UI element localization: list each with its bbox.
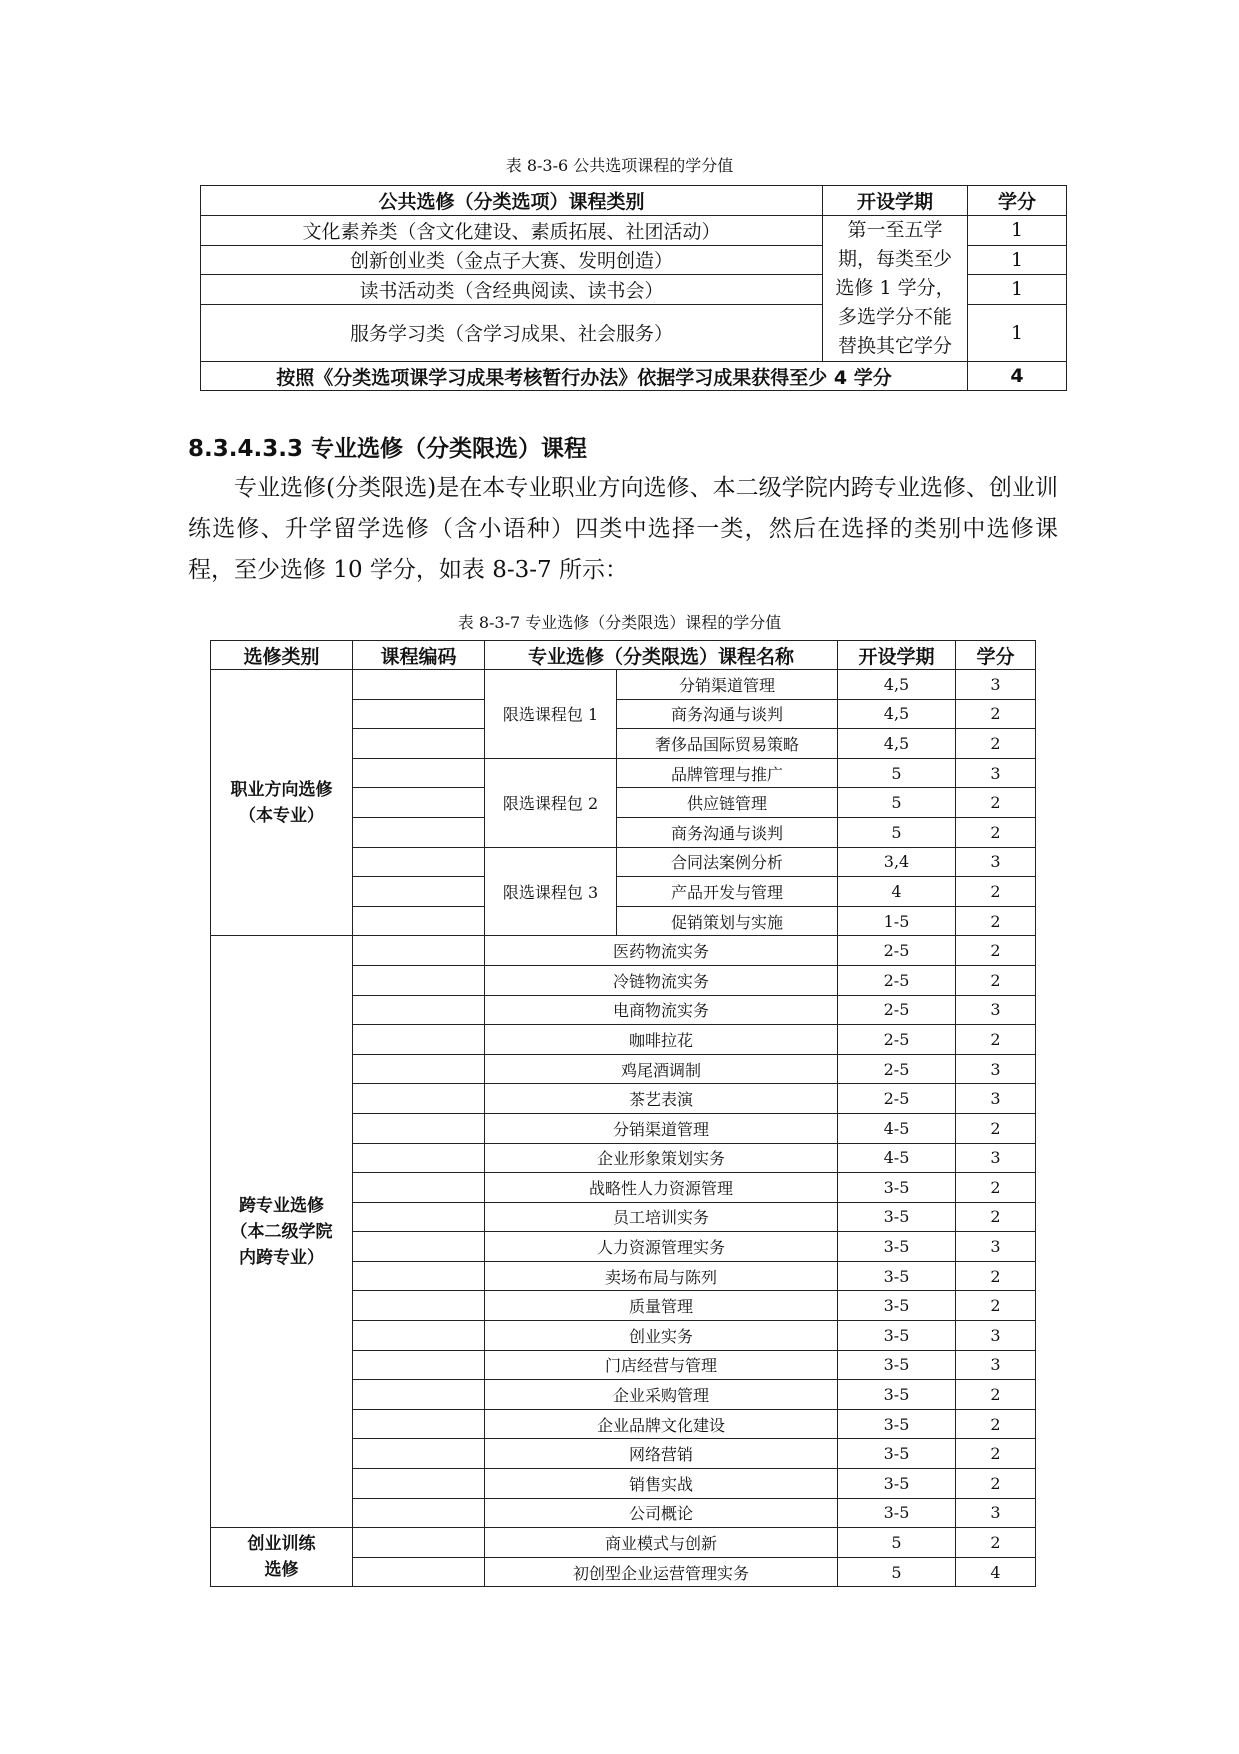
semester-cell: 3-5 (838, 1498, 956, 1528)
semester-note-cell (823, 216, 968, 362)
semester-note-line: 期，每类至少 (837, 248, 952, 270)
course-code-cell (353, 1202, 485, 1232)
semester-cell: 5 (838, 788, 956, 818)
credit-cell: 2 (956, 1202, 1036, 1232)
table-row (211, 1528, 1036, 1558)
credit-cell: 2 (956, 1113, 1036, 1143)
credit-cell: 2 (956, 1173, 1036, 1203)
credit-cell: 3 (956, 758, 1036, 788)
course-code-cell (353, 817, 485, 847)
semester-cell: 2-5 (838, 1084, 956, 1114)
credit-cell: 2 (956, 817, 1036, 847)
semester-cell: 5 (838, 758, 956, 788)
header-category: 公共选修（分类选项）课程类别 (201, 186, 823, 216)
semester-cell: 3-5 (838, 1261, 956, 1291)
course-code-cell (353, 1498, 485, 1528)
course-name-cell: 销售实战 (485, 1469, 838, 1499)
credit-cell: 2 (956, 1469, 1036, 1499)
credit-cell: 4 (956, 1557, 1036, 1587)
credit-cell: 2 (956, 1025, 1036, 1055)
course-name-cell: 鸡尾酒调制 (485, 1054, 838, 1084)
course-name-cell: 商业模式与创新 (485, 1528, 838, 1558)
course-name-cell: 茶艺表演 (485, 1084, 838, 1114)
course-name-cell: 网络营销 (485, 1439, 838, 1469)
header-semester: 开设学期 (823, 186, 968, 216)
elective-category-line: 选修 (264, 1560, 299, 1581)
course-name-cell: 企业形象策划实务 (485, 1143, 838, 1173)
credit-cell: 2 (956, 1409, 1036, 1439)
course-code-cell (353, 995, 485, 1025)
header-elective-type: 选修类别 (211, 641, 353, 670)
course-name-cell: 创业实务 (485, 1321, 838, 1351)
course-name-cell: 医药物流实务 (485, 936, 838, 966)
course-code-cell (353, 1291, 485, 1321)
course-code-cell (353, 670, 485, 700)
credit-cell: 3 (956, 1350, 1036, 1380)
credit-cell: 2 (956, 936, 1036, 966)
course-code-cell (353, 729, 485, 759)
credit-cell: 3 (956, 847, 1036, 877)
course-name-cell: 奢侈品国际贸易策略 (617, 729, 838, 759)
course-name-cell: 产品开发与管理 (617, 877, 838, 907)
semester-cell: 3-5 (838, 1439, 956, 1469)
elective-category-cell (211, 670, 353, 936)
credit-cell: 2 (956, 699, 1036, 729)
credit-cell: 1 (968, 216, 1067, 246)
course-package-cell: 限选课程包 2 (485, 758, 617, 847)
course-code-cell (353, 1054, 485, 1084)
header-course-name: 专业选修（分类限选）课程名称 (485, 641, 838, 670)
course-package-cell: 限选课程包 1 (485, 670, 617, 759)
course-code-cell (353, 1409, 485, 1439)
course-code-cell (353, 1113, 485, 1143)
course-name-cell: 供应链管理 (617, 788, 838, 818)
semester-cell: 3-5 (838, 1380, 956, 1410)
credit-cell: 2 (956, 1291, 1036, 1321)
course-code-cell (353, 788, 485, 818)
semester-cell: 4-5 (838, 1113, 956, 1143)
semester-cell: 3-5 (838, 1291, 956, 1321)
table-row (211, 670, 1036, 700)
semester-cell: 3-5 (838, 1469, 956, 1499)
course-code-cell (353, 1350, 485, 1380)
credit-cell: 2 (956, 1380, 1036, 1410)
course-code-cell (353, 965, 485, 995)
semester-cell: 2-5 (838, 1054, 956, 1084)
public-elective-credit-table (200, 185, 1067, 391)
table1-caption: 表 8-3-6 公共选项课程的学分值 (505, 156, 734, 175)
course-package-cell: 限选课程包 3 (485, 847, 617, 936)
total-row (201, 362, 1067, 391)
course-name-cell: 战略性人力资源管理 (485, 1173, 838, 1203)
course-name-cell: 企业采购管理 (485, 1380, 838, 1410)
major-elective-credit-table (210, 640, 1036, 1587)
credit-cell: 2 (956, 906, 1036, 936)
course-name-cell: 人力资源管理实务 (485, 1232, 838, 1262)
credit-cell: 3 (956, 1143, 1036, 1173)
credit-cell: 2 (956, 877, 1036, 907)
semester-cell: 2-5 (838, 995, 956, 1025)
semester-cell: 4,5 (838, 699, 956, 729)
course-name-cell: 初创型企业运营管理实务 (485, 1557, 838, 1587)
course-code-cell (353, 1321, 485, 1351)
course-name-cell: 门店经营与管理 (485, 1350, 838, 1380)
semester-cell: 5 (838, 1557, 956, 1587)
credit-cell: 2 (956, 788, 1036, 818)
credit-cell: 2 (956, 729, 1036, 759)
semester-cell: 3-5 (838, 1409, 956, 1439)
course-name-cell: 企业品牌文化建设 (485, 1409, 838, 1439)
semester-cell: 4 (838, 877, 956, 907)
course-code-cell (353, 699, 485, 729)
course-name-cell: 商务沟通与谈判 (617, 817, 838, 847)
credit-cell: 3 (956, 1321, 1036, 1351)
course-code-cell (353, 1528, 485, 1558)
course-code-cell (353, 1232, 485, 1262)
course-code-cell (353, 1261, 485, 1291)
elective-category-line: （本二级学院 (230, 1221, 333, 1242)
credit-cell: 3 (956, 1084, 1036, 1114)
semester-cell: 1-5 (838, 906, 956, 936)
credit-cell: 2 (956, 1261, 1036, 1291)
course-code-cell (353, 847, 485, 877)
credit-cell: 3 (956, 1054, 1036, 1084)
semester-cell: 4-5 (838, 1143, 956, 1173)
course-name-cell: 咖啡拉花 (485, 1025, 838, 1055)
credit-cell: 3 (956, 1232, 1036, 1262)
elective-category-line: 创业训练 (247, 1534, 316, 1555)
header-credit: 学分 (956, 641, 1036, 670)
course-code-cell (353, 1439, 485, 1469)
table2-caption: 表 8-3-7 专业选修（分类限选）课程的学分值 (457, 613, 782, 632)
semester-cell: 5 (838, 817, 956, 847)
semester-note-line: 第一至五学 (847, 219, 943, 241)
course-name-cell: 卖场布局与陈列 (485, 1261, 838, 1291)
credit-cell: 3 (956, 1498, 1036, 1528)
header-semester: 开设学期 (838, 641, 956, 670)
category-cell: 文化素养类（含文化建设、素质拓展、社团活动） (201, 216, 823, 246)
total-credit: 4 (968, 362, 1067, 391)
category-cell: 读书活动类（含经典阅读、读书会） (201, 275, 823, 305)
semester-cell: 2-5 (838, 936, 956, 966)
course-name-cell: 冷链物流实务 (485, 965, 838, 995)
course-name-cell: 合同法案例分析 (617, 847, 838, 877)
section-heading: 8.3.4.3.3 专业选修（分类限选）课程 (188, 436, 587, 462)
course-code-cell (353, 1084, 485, 1114)
course-name-cell: 促销策划与实施 (617, 906, 838, 936)
course-name-cell: 分销渠道管理 (617, 670, 838, 700)
course-code-cell (353, 906, 485, 936)
semester-note-line: 替换其它学分 (837, 335, 952, 357)
course-name-cell: 商务沟通与谈判 (617, 699, 838, 729)
semester-cell: 2-5 (838, 1025, 956, 1055)
credit-cell: 1 (968, 304, 1067, 361)
table-row (211, 936, 1036, 966)
header-credit: 学分 (968, 186, 1067, 216)
semester-cell: 3-5 (838, 1321, 956, 1351)
course-name-cell: 员工培训实务 (485, 1202, 838, 1232)
course-name-cell: 分销渠道管理 (485, 1113, 838, 1143)
course-code-cell (353, 1380, 485, 1410)
header-course-code: 课程编码 (353, 641, 485, 670)
credit-cell: 1 (968, 275, 1067, 305)
course-name-cell: 电商物流实务 (485, 995, 838, 1025)
credit-cell: 3 (956, 995, 1036, 1025)
semester-cell: 3-5 (838, 1202, 956, 1232)
course-code-cell (353, 1557, 485, 1587)
course-name-cell: 质量管理 (485, 1291, 838, 1321)
table-header-row (211, 641, 1036, 670)
credit-cell: 2 (956, 1528, 1036, 1558)
semester-cell: 4,5 (838, 670, 956, 700)
course-name-cell: 品牌管理与推广 (617, 758, 838, 788)
total-label: 按照《分类选项课学习成果考核暂行办法》依据学习成果获得至少 4 学分 (201, 362, 968, 391)
semester-cell: 3-5 (838, 1173, 956, 1203)
category-cell: 创新创业类（金点子大赛、发明创造） (201, 245, 823, 275)
credit-cell: 3 (956, 670, 1036, 700)
course-code-cell (353, 1173, 485, 1203)
elective-category-cell (211, 936, 353, 1528)
table-header-row (201, 186, 1067, 216)
semester-cell: 5 (838, 1528, 956, 1558)
course-code-cell (353, 1025, 485, 1055)
section-paragraph: 专业选修(分类限选)是在本专业职业方向选修、本二级学院内跨专业选修、创业训练选修、升学留学选修（含小语种）四类中选择一类，然后在选择的类别中选修课程，至少选修 10 学分，如表 8-3-7 所示： (188, 475, 1058, 583)
course-code-cell (353, 936, 485, 966)
credit-cell: 2 (956, 1439, 1036, 1469)
semester-cell: 4,5 (838, 729, 956, 759)
elective-category-line: 跨专业选修 (239, 1195, 324, 1216)
table-row (201, 216, 1067, 246)
category-cell: 服务学习类（含学习成果、社会服务） (201, 304, 823, 361)
course-name-cell: 公司概论 (485, 1498, 838, 1528)
semester-note-line: 多选学分不能 (837, 306, 952, 328)
elective-category-cell (211, 1528, 353, 1587)
credit-cell: 1 (968, 245, 1067, 275)
course-code-cell (353, 1143, 485, 1173)
semester-cell: 3-5 (838, 1350, 956, 1380)
semester-note-line: 选修 1 学分， (835, 277, 955, 299)
course-code-cell (353, 877, 485, 907)
elective-category-line: 内跨专业） (239, 1247, 324, 1268)
credit-cell: 2 (956, 965, 1036, 995)
semester-cell: 3,4 (838, 847, 956, 877)
course-code-cell (353, 1469, 485, 1499)
semester-cell: 3-5 (838, 1232, 956, 1262)
semester-cell: 2-5 (838, 965, 956, 995)
elective-category-line: （本专业） (239, 805, 324, 826)
course-code-cell (353, 758, 485, 788)
elective-category-line: 职业方向选修 (230, 779, 333, 800)
